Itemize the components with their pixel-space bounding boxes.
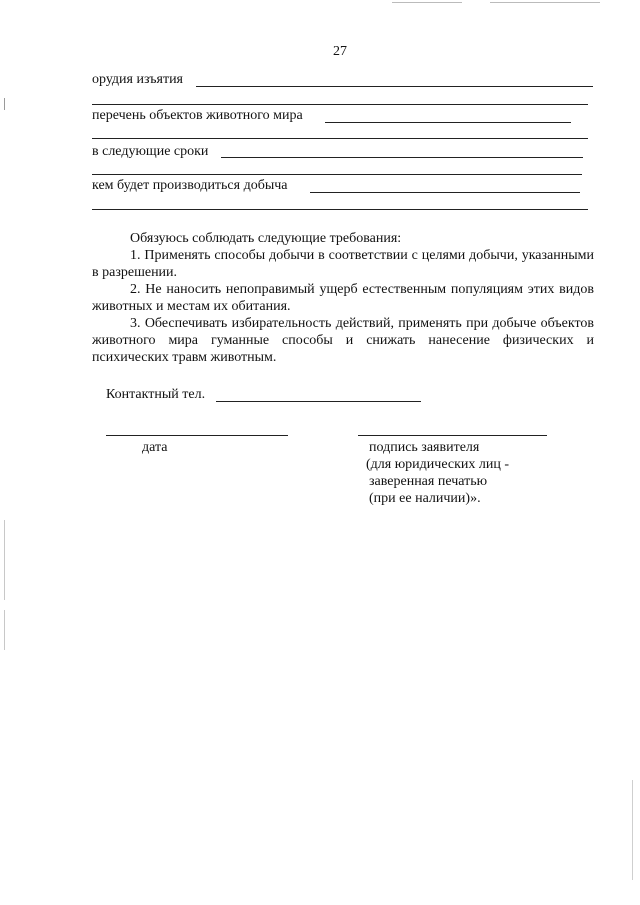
field-label-tools: орудия изъятия [92, 72, 183, 87]
scan-top-mark [490, 2, 600, 3]
date-line[interactable] [106, 435, 288, 436]
signature-note-line-4: (при ее наличии)». [369, 491, 481, 506]
scan-edge-mark [4, 520, 5, 600]
signature-note-line-3: заверенная печатью [369, 474, 488, 489]
field-line-animal-objects-continued[interactable] [92, 138, 588, 139]
requirements-intro: Обязуюсь соблюдать следующие требования: [130, 231, 402, 246]
requirement-item-1: 1. Применять способы добычи в соответствии с целями добычи, указанными в разрешении. [92, 248, 594, 280]
contact-phone-line[interactable] [216, 401, 421, 402]
signature-line[interactable] [358, 435, 547, 436]
field-line-animal-objects[interactable] [325, 122, 571, 123]
field-label-hunter: кем будет производиться добыча [92, 178, 288, 193]
field-label-terms: в следующие сроки [92, 144, 209, 159]
field-line-hunter[interactable] [310, 192, 580, 193]
field-line-tools[interactable] [196, 86, 593, 87]
field-line-hunter-continued[interactable] [92, 209, 588, 210]
date-caption: дата [142, 440, 168, 455]
requirement-item-3: 3. Обеспечивать избирательность действий, применять при добыче объектов животного мира гуманные способы и снижать нанесение физических и психических травм животным. [92, 316, 594, 365]
scan-edge-mark [632, 780, 633, 880]
page-number: 27 [333, 44, 347, 59]
contact-phone-label: Контактный тел. [106, 387, 206, 402]
signature-caption: подпись заявителя [369, 440, 480, 455]
scan-top-mark [392, 2, 462, 3]
field-line-tools-continued[interactable] [92, 104, 588, 105]
scan-edge-mark [4, 98, 5, 110]
scan-edge-mark [4, 610, 5, 650]
signature-note-line-2: (для юридических лиц - [366, 457, 510, 472]
field-line-terms[interactable] [221, 157, 583, 158]
requirement-item-2: 2. Не наносить непоправимый ущерб естественным популяциям этих видов животных и местам их обитания. [92, 282, 594, 314]
field-line-terms-continued[interactable] [92, 174, 582, 175]
field-label-animal-objects: перечень объектов животного мира [92, 108, 303, 123]
